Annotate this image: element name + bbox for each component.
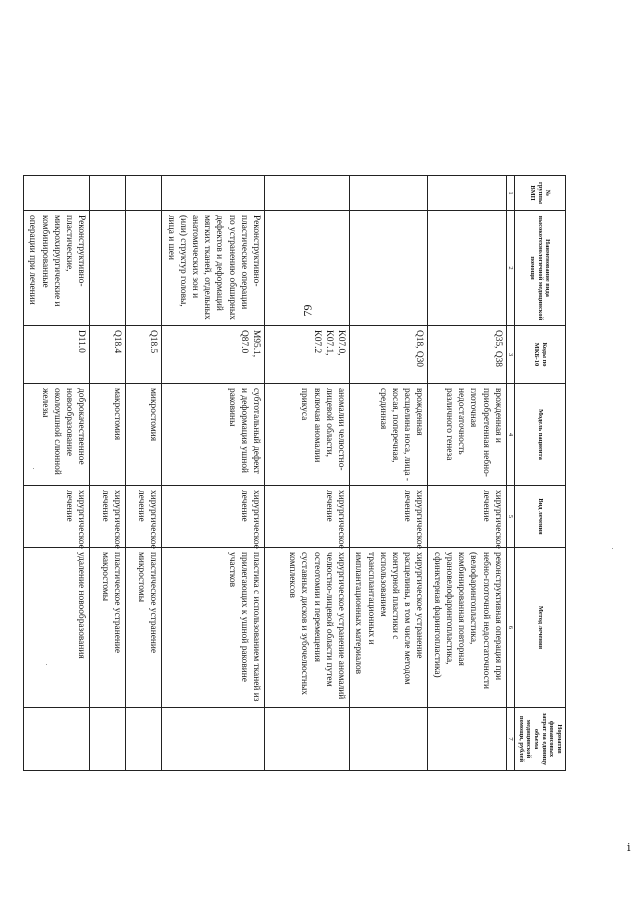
column-index: 1 [506,176,514,211]
cell-vmp-name [126,211,162,326]
cell-vmp-name: Реконструктивно-пластические операции по устранению обширных дефектов и деформаций мягких тканей, отдельных анатомических зон и (или) структур головы, лица и шеи [162,211,265,326]
cell-group-number [162,176,265,211]
cell-patient-model: микростомия [126,384,162,486]
cell-patient-model: субтотальный дефект и деформация ушной раковины [162,384,265,486]
table-row [90,176,126,771]
cell-vmp-name [428,211,506,326]
cell-group-number [24,176,90,211]
table-row [162,176,265,771]
table-row [265,176,350,771]
cell-treatment-method: хирургическое устранение аномалий челюстно-лицевой области путем остеотомии и перемещения суставных дисков и зубочелюстных комплексов [265,548,350,708]
header-patient-model: Модель пациента [514,384,565,486]
cell-patient-model: доброкачественное новообразование околоушной слюнной железы [24,384,90,486]
cell-treatment-method: пластическое устранение макростомы [90,548,126,708]
cell-icd-codes: Q35, Q38 [428,326,506,384]
cell-vmp-name: Реконструктивно-пластические, микрохирургические и комбинированные операции при лечении [24,211,90,326]
column-index: 3 [506,326,514,384]
rotated-table-page [27,175,566,770]
cell-vmp-name [350,211,428,326]
scan-mark: ⅰ [627,842,631,854]
cell-cost-standard [24,708,90,771]
cell-icd-codes: Q18.5 [126,326,162,384]
table-row [350,176,428,771]
column-index: 6 [506,548,514,708]
scan-speck [33,468,34,469]
cell-patient-model: макростомия [90,384,126,486]
header-group-number: № группы ВМП [514,176,565,211]
header-treatment-type: Вид лечения [514,486,565,548]
scan-speck [46,664,47,665]
scan-speck [612,548,613,549]
cell-patient-model: врожденная расщелина носа, лица - косая, поперечная, срединная [350,384,428,486]
column-index: 4 [506,384,514,486]
cell-treatment-method: пластическое устранение микростомы [126,548,162,708]
cell-group-number [126,176,162,211]
cell-treatment-method: удаление новообразования [24,548,90,708]
cell-treatment-type: хирургическое лечение [162,486,265,548]
cell-patient-model: аномалии челюстно-лицевой области, включая аномалии прикуса [265,384,350,486]
cell-treatment-method: реконструктивная операция при небно-глоточной недостаточности (велофарингопластика, комбинированная повторная урановелофарингопластика, сфинктерная фарингопластика) [428,548,506,708]
cell-treatment-type: хирургическое лечение [24,486,90,548]
cell-icd-codes: M95.1, Q87.0 [162,326,265,384]
header-vmp-name: Наименование вида высокотехнологичной медицинской помощи [514,211,565,326]
cell-cost-standard [162,708,265,771]
cell-icd-codes: K07.0, K07.1, K07.2 [265,326,350,384]
cell-cost-standard [126,708,162,771]
column-index: 5 [506,486,514,548]
column-index-row [506,176,514,771]
cell-treatment-type: хирургическое лечение [350,486,428,548]
cell-group-number [90,176,126,211]
vmp-table [23,175,566,771]
column-index: 7 [506,708,514,771]
table-row [428,176,506,771]
cell-treatment-type: хирургическое лечение [265,486,350,548]
cell-treatment-method: хирургическое устранение расщелины, в том числе методом контурной пластики с использованием трансплантационных и имплантационных материалов [350,548,428,708]
cell-icd-codes: D11.0 [24,326,90,384]
cell-cost-standard [350,708,428,771]
cell-treatment-method: пластика с использованием тканей из прилегающих к ушной раковине участков [162,548,265,708]
header-cost-standard: Норматив финансовых затрат на единицу объема медицинской помощи, рублей [514,708,565,771]
cell-vmp-name [265,211,350,326]
cell-icd-codes: Q18, Q30 [350,326,428,384]
cell-patient-model: врожденная и приобретенная небно-глоточная недостаточность различного генеза [428,384,506,486]
cell-cost-standard [265,708,350,771]
cell-treatment-type: хирургическое лечение [90,486,126,548]
page-number: 79 [300,304,315,317]
column-index: 2 [506,211,514,326]
cell-cost-standard [90,708,126,771]
cell-icd-codes: Q18.4 [90,326,126,384]
header-treatment-method: Метод лечения [514,548,565,708]
cell-treatment-type: хирургическое лечение [126,486,162,548]
cell-cost-standard [428,708,506,771]
cell-group-number [350,176,428,211]
cell-group-number [265,176,350,211]
cell-treatment-type: хирургическое лечение [428,486,506,548]
cell-group-number [428,176,506,211]
header-row [514,176,565,771]
cell-vmp-name [90,211,126,326]
table-row [24,176,90,771]
header-icd-codes: Коды по МКБ-10 [514,326,565,384]
table-row [126,176,162,771]
